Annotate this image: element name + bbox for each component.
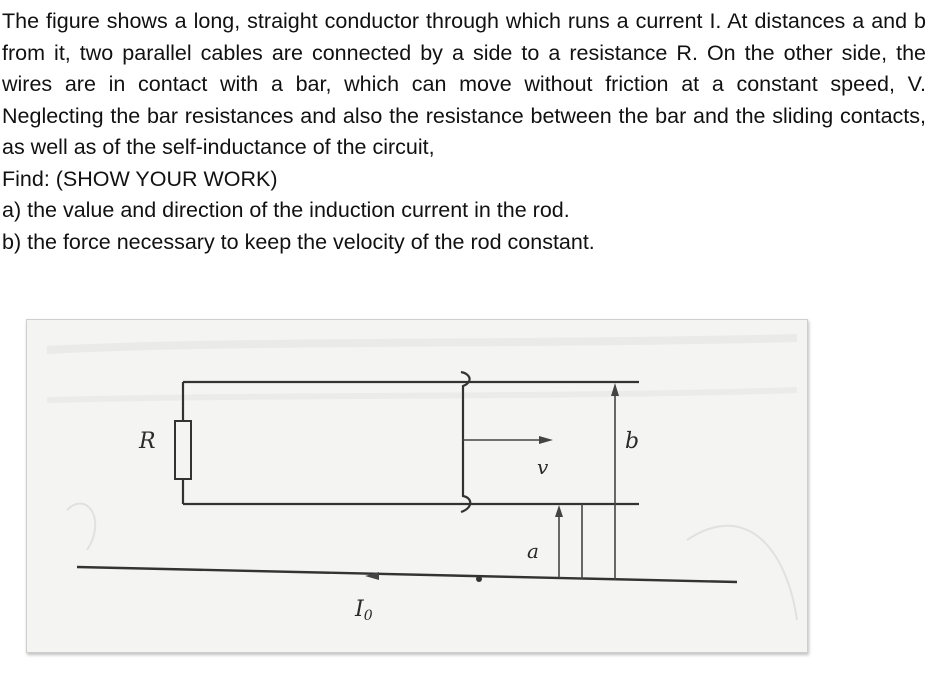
label-velocity-v: v [537, 455, 549, 479]
problem-intro: The figure shows a long, straight conductor through which runs a current I. At distances a and b from it, two parallel cables are connected by a side to a resistance R. On the other side, the wires are in contact with a bar, which can move without friction at a constant speed, V. Neglecting the bar resistances and also the resistance between the bar and the sliding contacts, as well as of the self-inductance of the circuit, [2, 9, 926, 159]
label-distance-a: a [527, 539, 539, 563]
problem-text [2, 6, 926, 258]
circuit-diagram [27, 320, 807, 652]
conductor-point [476, 576, 482, 582]
velocity-arrowhead [539, 436, 553, 444]
distance-a-arrowhead [555, 505, 563, 517]
distance-b-arrowhead [611, 383, 619, 396]
straight-conductor [77, 567, 737, 582]
scan-background [47, 338, 797, 620]
label-resistance-R: R [139, 429, 156, 454]
circuit-figure [26, 319, 808, 653]
resistor [175, 421, 191, 479]
label-current-I: I0 [355, 597, 373, 624]
find-heading: Find: (SHOW YOUR WORK) [2, 166, 278, 191]
part-b: b) the force necessary to keep the velocity of the rod constant. [2, 229, 595, 254]
label-distance-b: b [625, 429, 640, 454]
part-a: a) the value and direction of the induction current in the rod. [2, 198, 570, 222]
